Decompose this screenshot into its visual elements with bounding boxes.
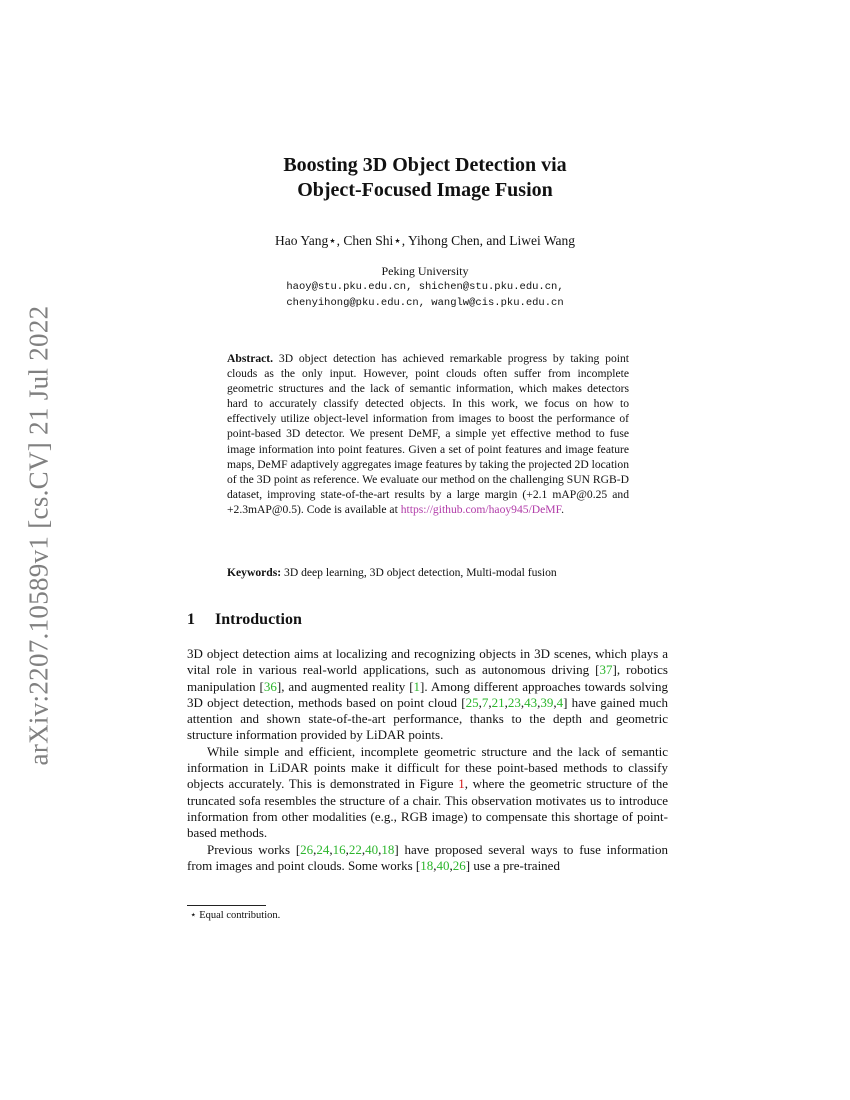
- citation-link[interactable]: 4: [556, 694, 564, 710]
- citation-link[interactable]: 26: [300, 841, 314, 857]
- citation-link[interactable]: 1: [413, 678, 421, 694]
- section-number: 1: [187, 611, 195, 628]
- citation-link[interactable]: 23: [507, 694, 521, 710]
- arxiv-side-stamp: [18, 300, 60, 770]
- citation-link[interactable]: 36: [263, 678, 277, 694]
- intro-paragraph-2: While simple and efficient, incomplete geometric structure and the lack of semantic information in LiDAR points make it difficult for these point-based methods to classify objects accurately. This is demonstrated in Figure 1, where the geometric structure of the truncated sofa resembles the structure of a chair. This observation motivates us to introduce information from other modalities (e.g., RGB image) to compensate this shortage of point-based methods.: [187, 743, 669, 841]
- abstract-text: 3D object detection has achieved remarkable progress by taking point clouds as the only input. However, point clouds often suffer from incomplete geometric structures and the lack of semantic information, which makes detectors hard to accurately classify detected objects. In this work, we focus on how to effectively utilize object-level information from images to boost the performance of point-based 3D detector. We present DeMF, a simple yet effective method to fuse image information into point features. Given a set of point features and image feature maps, DeMF adaptively aggregates image features by taking the projected 2D location of the 3D point as reference. We evaluate our method on the challenging SUN RGB-D dataset, improving state-of-the-art results by a large margin (+2.1 mAP@0.25 and +2.3mAP@0.5). Code is available at: [227, 352, 629, 516]
- abstract-label: Abstract.: [227, 352, 274, 365]
- citation-link[interactable]: 40: [436, 857, 450, 873]
- footnote: ⋆ Equal contribution.: [190, 910, 281, 921]
- citation-link[interactable]: 40: [365, 841, 379, 857]
- email-line-2: chenyihong@pku.edu.cn, wanglw@cis.pku.edu.cn: [286, 297, 564, 309]
- figure-reference-link[interactable]: 1: [458, 776, 465, 792]
- citation-link[interactable]: 21: [491, 694, 505, 710]
- section-heading: [187, 611, 302, 629]
- keywords-block: [227, 566, 629, 579]
- code-link[interactable]: https://github.com/haoy945/DeMF: [400, 502, 562, 516]
- citation-link[interactable]: 37: [599, 662, 613, 678]
- author-list: Hao Yang⋆, Chen Shi⋆, Yihong Chen, and Liwei Wang: [274, 233, 576, 248]
- keywords-text: 3D deep learning, 3D object detection, Multi-modal fusion: [284, 566, 557, 579]
- citation-link[interactable]: 26: [452, 857, 466, 873]
- email-line-1: haoy@stu.pku.edu.cn, shichen@stu.pku.edu.cn,: [286, 281, 564, 293]
- citation-link[interactable]: 22: [348, 841, 362, 857]
- citation-link[interactable]: 7: [481, 694, 489, 710]
- citation-link[interactable]: 18: [420, 857, 434, 873]
- intro-paragraph-3: Previous works [26,24,16,22,40,18] have proposed several ways to fuse information from images and point clouds. Some works [18,40,26] use a pre-trained: [187, 841, 669, 873]
- footnote-rule: [187, 905, 266, 906]
- introduction-body: [187, 646, 668, 874]
- section-title: Introduction: [215, 611, 302, 628]
- title-line-2: Object-Focused Image Fusion: [297, 179, 553, 201]
- citation-link[interactable]: 25: [465, 694, 479, 710]
- abstract-block: [227, 351, 629, 517]
- affiliation: Peking University: [381, 264, 469, 278]
- arxiv-identifier: arXiv:2207.10589v1 [cs.CV] 21 Jul 2022: [23, 305, 54, 765]
- intro-paragraph-1: 3D object detection aims at localizing and recognizing objects in 3D scenes, which plays a vital role in various real-world applications, such as autonomous driving [37], robotics manipulation [36], and augmented reality [1]. Among different approaches towards solving 3D object detection, methods based on point cloud [25,7,21,23,43,39,4] have gained much attention and shown state-of-the-art performance, thanks to the depth and geometric structure information provided by LiDAR points.: [187, 646, 668, 743]
- citation-link[interactable]: 24: [316, 841, 330, 857]
- title-line-1: Boosting 3D Object Detection via: [283, 154, 567, 176]
- citation-link[interactable]: 18: [381, 841, 395, 857]
- citation-link[interactable]: 43: [524, 694, 538, 710]
- keywords-label: Keywords:: [227, 566, 282, 579]
- citation-link[interactable]: 39: [540, 694, 554, 710]
- abstract-end: .: [561, 502, 565, 516]
- citation-link[interactable]: 16: [332, 841, 346, 857]
- paper-title: [0, 153, 850, 203]
